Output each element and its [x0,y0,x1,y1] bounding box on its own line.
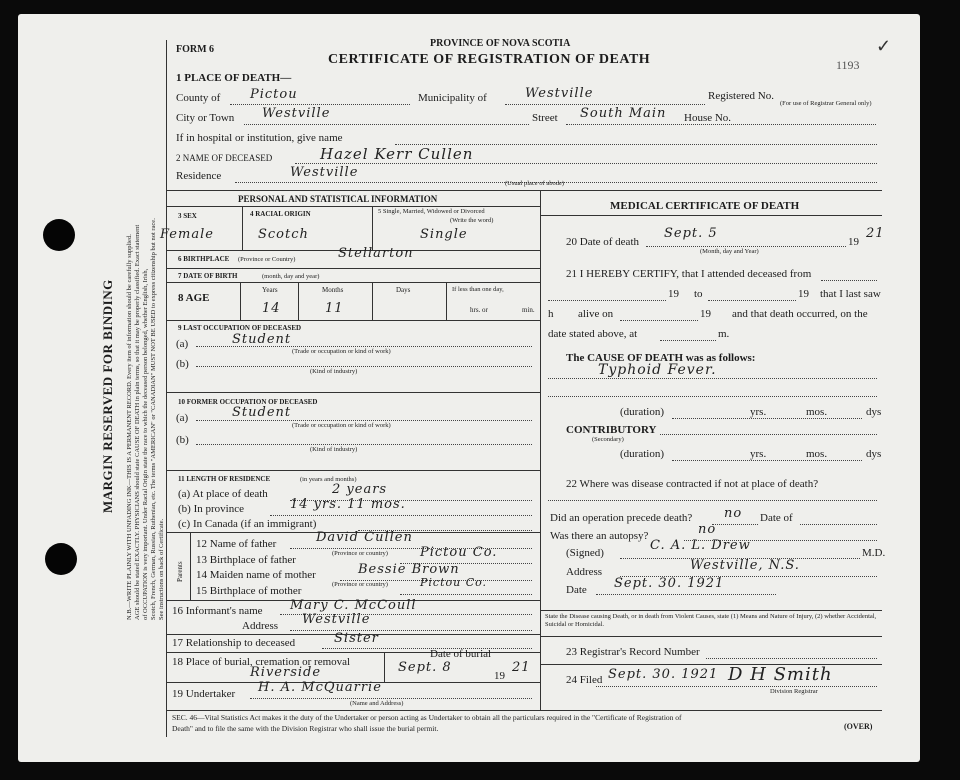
operation-line [712,524,758,525]
in-province-label: (b) In province [178,503,244,515]
length-residence-note: (in years and months) [300,476,357,483]
alive-19: 19 [700,308,711,320]
margin-title: MARGIN RESERVED FOR BINDING [100,279,115,513]
cause-line-2 [548,396,877,397]
secondary-note: (Secondary) [592,436,624,443]
binding-hole-top [43,219,75,251]
contrib-mos: mos. [806,448,828,460]
municipality-line [505,104,705,105]
filed-line [596,686,877,687]
at-place-value: 2 years [332,482,388,497]
birthplace-value: Stellarton [338,246,414,261]
months-value: 11 [325,301,344,316]
age-div-3 [372,282,373,320]
contrib-yrs: yrs. [750,448,767,460]
racial-origin-label: 4 RACIAL ORIGIN [250,210,311,218]
former-occ-b-label: (b) [176,434,189,446]
check-mark-icon: ✓ [876,36,892,56]
over-label: (OVER) [844,722,873,731]
municipality-value: Westville [525,86,594,101]
racial-divider [372,206,373,250]
former-occ-top-rule [166,392,540,393]
medical-date-label: Date [566,584,587,596]
date-of-death-note: (Month, day and Year) [700,248,759,255]
medical-date-value: Sept. 30. 1921 [614,576,725,591]
former-occ-trade-note: (Trade or occupation or kind of work) [292,422,391,429]
last-occ-trade-note: (Trade or occupation or kind of work) [292,348,391,355]
grid-top-rule [166,190,882,191]
margin-note-5: See instructions on back of Certificate. [158,518,165,620]
former-occupation-value: Student [232,405,292,420]
death-year-prefix: 19 [848,236,859,248]
filed-label: 24 Filed [566,674,603,686]
last-occ-a-label: (a) [176,338,189,350]
in-province-line [270,515,532,516]
municipality-label: Municipality of [418,92,487,104]
alive-on-label: alive on [578,308,614,320]
state-note: State the Disease causing Death, or in death from Violent Causes, state (1) Means and Nature of Injury, (2) whether Accidental, Suicidal or Homicidal. [545,613,877,628]
dob-top-rule [166,268,540,269]
last-occupation-label: 9 LAST OCCUPATION OF DECEASED [178,324,302,332]
informant-label: 16 Informant's name [172,605,263,617]
relationship-value: Sister [334,631,379,646]
state-note-rule [540,610,882,611]
racial-value: Scotch [258,227,309,242]
former-industry-line [196,444,532,445]
burial-place-value: Riverside [250,665,322,680]
hrs-label: hrs. or [470,306,488,314]
burial-divider [384,652,385,682]
former-occ-a-label: (a) [176,412,189,424]
cause-yrs: yrs. [750,406,767,418]
alive-line [620,320,698,321]
last-saw-label: that I last saw [820,288,881,300]
place-of-death-heading: 1 PLACE OF DEATH— [176,72,292,84]
at-line [660,340,716,341]
date-of-label: Date of [760,512,793,524]
informant-value: Mary C. McCoull [290,598,417,613]
from-line [821,280,877,281]
registrar-signature: D H Smith [728,664,833,685]
grid-middle-divider [540,190,541,710]
marital-note: (Write the word) [450,217,494,224]
length-residence-heading: 11 LENGTH OF RESIDENCE [178,475,271,483]
dob-note: (month, day and year) [262,273,320,280]
occupation-top-rule [166,320,540,321]
registered-no-label: Registered No. [708,90,774,102]
last-occ-industry-note: (Kind of industry) [310,368,358,375]
date-of-death-label: 20 Date of death [566,236,639,248]
days-label: Days [396,286,411,294]
residence-length-top-rule [166,470,540,471]
cause-duration: (duration) [620,406,664,418]
father-birth-label: 13 Birthplace of father [196,554,296,566]
burial-date-label: Date of burial [430,648,492,660]
cause-label: The CAUSE OF DEATH was as follows: [566,352,756,364]
hospital-label: If in hospital or institution, give name [176,132,343,144]
certify-to-19: 19 [798,288,809,300]
operation-value: no [724,506,743,521]
age-div-4 [446,282,447,320]
medical-address-value: Westville, N.S. [690,558,800,573]
age-div-1 [240,282,241,320]
medical-date-line [596,594,776,595]
parents-side-label: Parents [176,561,184,582]
former-occ-line [196,420,532,421]
father-birth-value: Pictou Co. [420,545,498,560]
age-label: 8 AGE [178,292,210,304]
birthplace-label: 6 BIRTHPLACE [178,255,230,263]
mother-value: Bessie Brown [358,562,460,577]
cause-duration-line [672,418,862,419]
certificate-title: CERTIFICATE OF REGISTRATION OF DEATH [328,52,651,67]
undertaker-label: 19 Undertaker [172,688,236,700]
county-label: County of [176,92,221,104]
informant-address-line [290,630,532,631]
date-of-line [800,524,877,525]
street-value: South Main [580,106,667,121]
house-no-label: House No. [684,112,732,124]
less-than-day-label: If less than one day, [452,286,504,293]
contributory-label: CONTRIBUTORY [566,424,657,436]
city-line [244,124,529,125]
record-number-line [706,658,877,659]
certify-label: 21 I HEREBY CERTIFY, that I attended deceased from [566,268,812,280]
binding-hole-bottom [45,543,77,575]
burial-place-label: 18 Place of burial, cremation or removal [172,656,351,668]
death-date-line [646,246,846,247]
years-label: Years [262,286,278,294]
age-top-rule [166,282,540,283]
certify-to: to [694,288,703,300]
mother-birth-value: Pictou Co. [420,576,488,589]
contrib-duration-line [672,460,862,461]
mother-birth-label: 15 Birthplace of mother [196,585,302,597]
city-value: Westville [262,106,331,121]
min-label: min. [522,306,535,314]
last-occupation-value: Student [232,332,292,347]
county-line [230,104,410,105]
footer-rule [166,710,882,711]
months-label: Months [322,286,344,294]
mother-label: 14 Maiden name of mother [196,569,316,581]
informant-address-value: Westville [302,612,371,627]
in-province-value: 14 yrs. 11 mos. [290,497,406,512]
autopsy-label: Was there an autopsy? [550,530,649,542]
cause-line-1 [548,378,877,379]
alive-h: h [548,308,554,320]
undertaker-line [250,698,532,699]
death-occurred-label: and that death occurred, on the [732,308,868,320]
dob-label: 7 DATE OF BIRTH [178,272,238,280]
burial-date-value: Sept. 8 [398,660,452,675]
md-label: M.D. [862,547,886,559]
contributory-line [660,434,877,435]
margin-note-1: N.B.—WRITE PLAINLY WITH UNFADING INK—THIS IS A PERMANENT RECORD. Every item of information should be carefully supplied. [126,234,133,620]
personal-heading-rule [166,206,540,207]
father-label: 12 Name of father [196,538,277,550]
medical-address-label: Address [566,566,603,578]
province-title: PROVINCE OF NOVA SCOTIA [430,38,571,49]
county-value: Pictou [250,87,298,102]
autopsy-value: no [698,522,717,537]
father-value: David Cullen [316,530,413,545]
age-div-2 [298,282,299,320]
at-place-label: (a) At place of death [178,488,268,500]
certify-from-19: 19 [668,288,679,300]
from-line-2 [548,300,666,301]
residence-note: (Usual place of abode) [505,180,565,187]
signed-label: (Signed) [566,547,604,559]
cause-value: Typhoid Fever. [598,362,717,378]
mother-birth-note: (Province or country) [332,581,388,588]
contracted-line [548,500,877,501]
registrar-note: Division Registrar [770,688,818,695]
cause-dys: dys [866,406,882,418]
sex-label: 3 SEX [178,212,197,220]
record-top-rule [540,636,882,637]
street-label: Street [532,112,558,124]
operation-label: Did an operation precede death? [550,512,693,524]
margin-note-3: of OCCUPATION is very important. Under Racial Origin state the race to which the deceased person belonged, whether English, Irish, [142,268,149,620]
in-canada-label: (c) In Canada (if an immigrant) [178,518,317,530]
street-line [566,124,876,125]
undertaker-value: H. A. McQuarrie [258,680,382,695]
personal-heading: PERSONAL AND STATISTICAL INFORMATION [238,194,438,204]
date-of-death-value: Sept. 5 [664,226,718,241]
residence-label: Residence [176,170,222,182]
name-label: 2 NAME OF DECEASED [176,153,273,163]
sex-value: Female [160,227,214,242]
mother-birth-line [400,594,532,595]
medical-heading-rule [540,215,882,216]
relationship-line [322,648,532,649]
contracted-label: 22 Where was disease contracted if not at place of death? [566,478,819,490]
sex-divider [242,206,243,250]
former-occupation-label: 10 FORMER OCCUPATION OF DECEASED [178,398,318,406]
m-label: m. [718,328,730,340]
form-left-border [166,40,167,737]
burial-year-prefix: 19 [494,670,505,682]
marital-label: 5 Single, Married, Widowed or Divorced [378,208,485,215]
last-industry-line [196,366,532,367]
death-year-value: 21 [866,226,885,241]
burial-year-value: 21 [512,660,531,675]
contrib-duration: (duration) [620,448,664,460]
father-birth-note: (Province or country) [332,550,388,557]
filed-value: Sept. 30. 1921 [608,667,719,682]
registered-no-note: (For use of Registrar General only) [780,100,872,107]
name-line [295,163,877,164]
margin-note-4: Scotch, French, German, Russian, Ruthenian, etc. The terms "AMERICAN" or "CANADIAN" MUST NOT BE USED to express citizenship but not race. [150,218,157,620]
informant-address-label: Address [242,620,279,632]
last-occ-b-label: (b) [176,358,189,370]
undertaker-note: (Name and Address) [350,700,404,707]
former-occ-industry-note: (Kind of industry) [310,446,358,453]
contrib-dys: dys [866,448,882,460]
date-stated-label: date stated above, at [548,328,638,340]
residence-value: Westville [290,165,359,180]
sec46-line-1: SEC. 46—Vital Statistics Act makes it the duty of the Undertaker or person acting as Undertaker to obtain all the particulars required in the "Certificate of Registration of [172,713,682,722]
relationship-label: 17 Relationship to deceased [172,637,296,649]
to-line [708,300,796,301]
last-occ-line [196,346,532,347]
parents-divider [190,532,191,600]
cause-mos: mos. [806,406,828,418]
marital-value: Single [420,227,468,242]
signed-value: C. A. L. Drew [650,538,751,553]
medical-heading: MEDICAL CERTIFICATE OF DEATH [610,200,800,212]
sec46-line-2: Death" and to file the same with the Division Registrar who shall issue the burial permit. [172,724,439,733]
birthplace-note: (Province or Country) [238,256,296,263]
record-number-label: 23 Registrar's Record Number [566,646,700,658]
registration-stamp-number: 1193 [836,58,860,72]
name-value: Hazel Kerr Cullen [320,145,474,163]
form-number: FORM 6 [176,44,215,55]
margin-note-2: AGE should be stated EXACTLY. PHYSICIANS should state CAUSE OF DEATH in plain terms, so that it may be properly classified. Exact statement [134,224,141,620]
years-value: 14 [262,301,281,316]
city-label: City or Town [176,112,235,124]
